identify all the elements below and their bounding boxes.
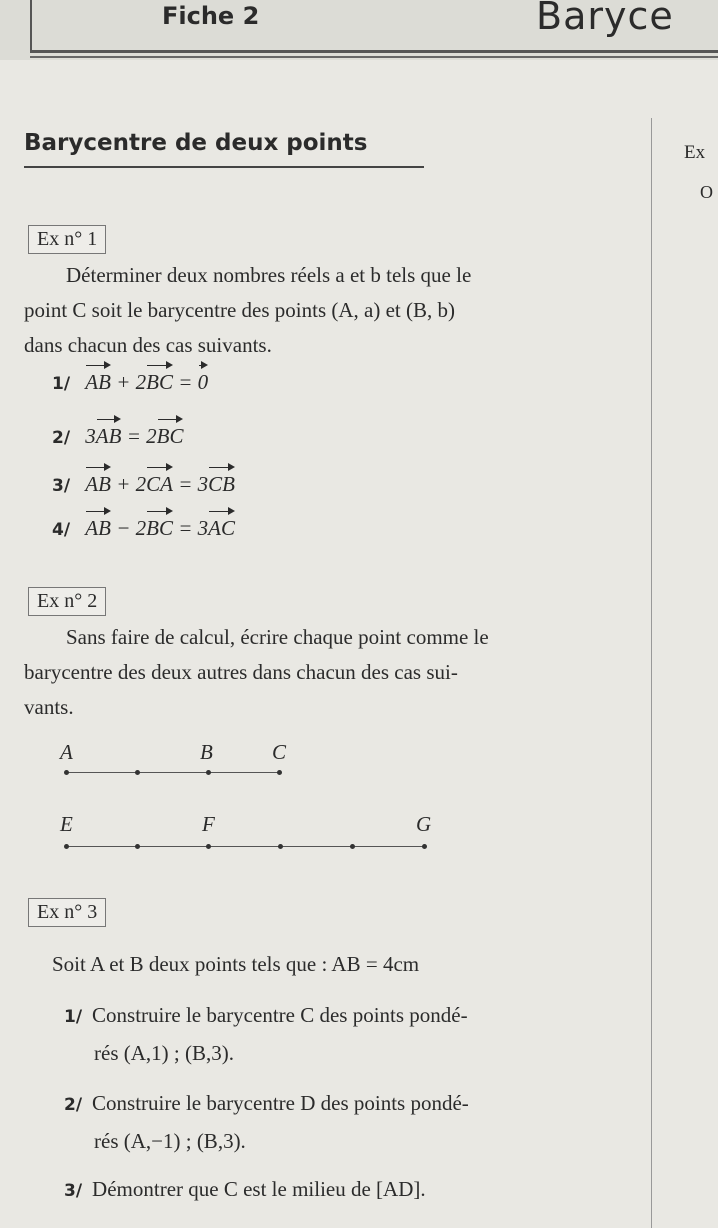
- point-label-F: F: [202, 812, 215, 836]
- ex3-item-2: [64, 1086, 469, 1123]
- section-title: Barycentre de deux points: [24, 130, 368, 156]
- ex2-text-line3: vants.: [24, 695, 74, 719]
- point-dot-G: [422, 844, 427, 849]
- vector-expression: AB − 2BC = 3AC: [85, 516, 235, 540]
- point-label-A: A: [60, 740, 73, 764]
- ex1-item-4: [52, 506, 235, 541]
- point-label-E: E: [60, 812, 73, 836]
- item-number: 3/: [64, 1181, 83, 1201]
- ex1-text-line3: dans chacun des cas suivants.: [24, 333, 272, 357]
- tick-dot: [278, 844, 283, 849]
- point-label-G: G: [416, 812, 432, 836]
- ex3-item-3-line1: Démontrer que C est le milieu de [AD].: [92, 1177, 426, 1201]
- point-dot-A: [64, 770, 69, 775]
- fiche-title: Fiche 2: [162, 2, 260, 30]
- tick-dot: [350, 844, 355, 849]
- ex1-label: Ex n° 1: [28, 225, 106, 254]
- vector-expression: AB + 2CA = 3CB: [85, 472, 235, 496]
- barycentre-heading-cut: Baryce: [536, 0, 674, 38]
- ex3-intro: Soit A et B deux points tels que : AB = 4cm: [52, 952, 420, 976]
- vector-expression: 3AB = 2BC: [85, 424, 183, 448]
- ex1-text-line2: point C soit le barycentre des points (A, a) et (B, b): [24, 298, 455, 322]
- point-dot-F: [206, 844, 211, 849]
- item-number: 2/: [52, 428, 71, 448]
- side-partial-text: O: [700, 182, 713, 202]
- item-number: 4/: [52, 520, 71, 540]
- tick-dot: [135, 770, 140, 775]
- header-rule: [30, 56, 718, 58]
- ex1-item-3: [52, 462, 235, 497]
- point-dot-E: [64, 844, 69, 849]
- item-number: 1/: [64, 1007, 83, 1027]
- ex2-text-line2: barycentre des deux autres dans chacun des cas sui-: [24, 660, 458, 684]
- tick-dot: [135, 844, 140, 849]
- ex3-item-1: [64, 998, 468, 1035]
- ex3-item-3: [64, 1172, 426, 1209]
- ex2-label: Ex n° 2: [28, 587, 106, 616]
- segment-ABC: [66, 772, 280, 773]
- segment-EFG: [66, 846, 426, 847]
- point-dot-C: [277, 770, 282, 775]
- section-rule: [24, 166, 424, 168]
- ex3-item-1-line2: rés (A,1) ; (B,3).: [94, 1041, 234, 1065]
- ex3-item-2-line2: rés (A,−1) ; (B,3).: [94, 1129, 246, 1153]
- point-label-C: C: [272, 740, 287, 764]
- ex1-item-2: [52, 414, 183, 449]
- page-edge: [651, 118, 652, 1228]
- item-number: 3/: [52, 476, 71, 496]
- side-ex-label: Ex: [684, 142, 706, 163]
- point-label-B: B: [200, 740, 213, 764]
- item-number: 1/: [52, 374, 71, 394]
- ex2-text-line1: Sans faire de calcul, écrire chaque point comme le: [66, 625, 489, 649]
- vector-expression: AB + 2BC = 0: [85, 370, 208, 394]
- ex3-label: Ex n° 3: [28, 898, 106, 927]
- ex3-item-2-line1: Construire le barycentre D des points pondé-: [92, 1091, 469, 1115]
- item-number: 2/: [64, 1095, 83, 1115]
- ex1-item-1: [52, 360, 208, 395]
- point-dot-B: [206, 770, 211, 775]
- ex3-item-1-line1: Construire le barycentre C des points pondé-: [92, 1003, 468, 1027]
- ex1-text-line1: Déterminer deux nombres réels a et b tels que le: [66, 263, 472, 287]
